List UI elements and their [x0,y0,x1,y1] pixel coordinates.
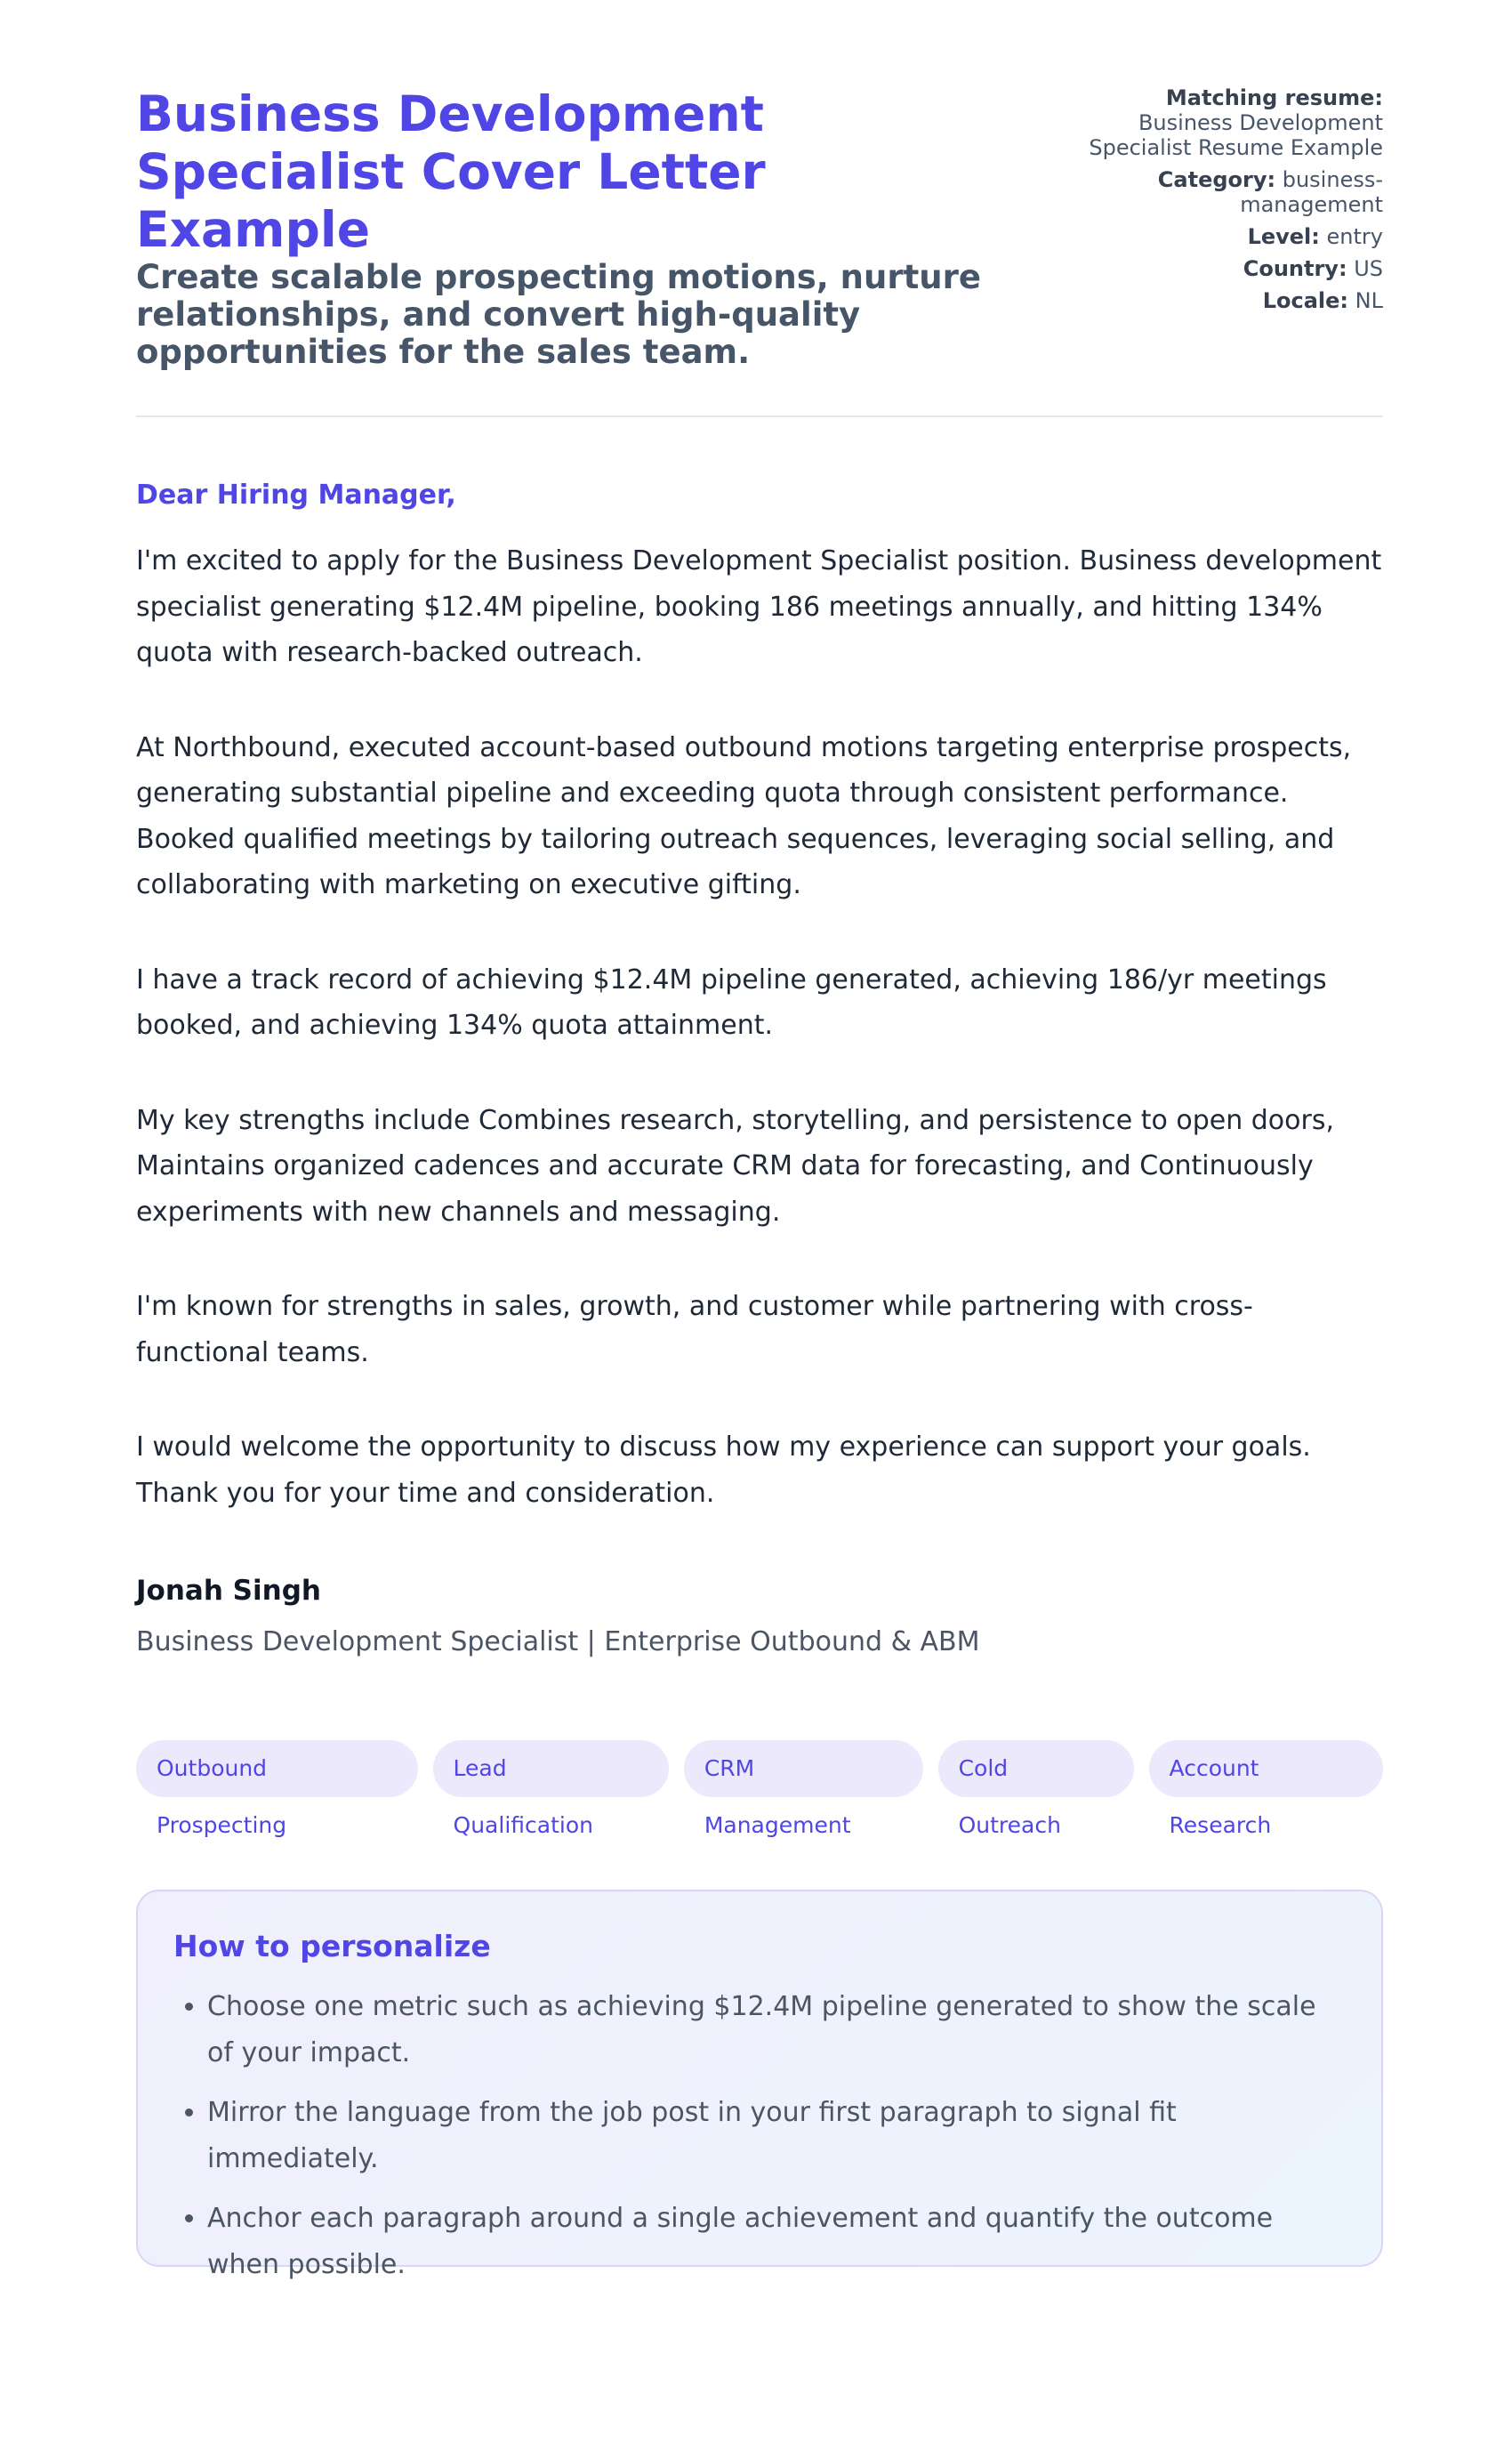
page-header [136,0,1383,371]
meta-level [1063,224,1383,249]
tip-item: • Mirror the language from the job post in your first paragraph to signal fit immediately. [207,2090,1346,2182]
tips-title: How to personalize [173,1929,491,1963]
meta-label: Locale: [1262,288,1349,313]
signature-name: Jonah Singh [136,1575,321,1607]
tip-item: • Choose one metric such as achieving $12.4M pipeline generated to show the scale of your impact. [207,1984,1346,2076]
letter-paragraph: I'm excited to apply for the Business Development Specialist position. Business development specialist generating $12.4M pipeline, booking 186 meetings annually, and hitting 134% quota with research-backed outreach. [136,545,1382,668]
page-subtitle: Create scalable prospecting motions, nurture relationships, and convert high-quality opportunities for the sales team. [136,258,981,371]
skill-tag: Lead Qualification [433,1740,669,1797]
page-title: Business Development Specialist Cover Letter Example [136,85,766,258]
letter-paragraph: I would welcome the opportunity to discuss how my experience can support your goals. Thank you for your time and consideration. [136,1431,1311,1509]
matching-resume-link[interactable]: Business Development Specialist Resume Example [1089,110,1383,160]
meta-label: Level: [1247,224,1320,249]
meta-label: Country: [1243,256,1347,281]
skill-tag: CRM Management [684,1740,923,1797]
skill-tags [136,1740,1383,1838]
signature-title: Business Development Specialist | Enterprise Outbound & ABM [136,1626,980,1657]
skill-tag: Outbound Prospecting [136,1740,418,1797]
meta-matching-resume [1063,85,1383,160]
skill-tag: Account Research [1149,1740,1383,1797]
meta-country [1063,256,1383,281]
meta-value: entry [1326,224,1383,249]
meta-value: business-management [1240,167,1383,217]
greeting: Dear Hiring Manager, [136,480,456,511]
resume-meta [1063,85,1383,371]
skill-tag: Cold Outreach [938,1740,1134,1797]
tips-list [173,1984,1346,2288]
meta-label: Matching resume: [1165,85,1383,110]
letter-body [136,538,1383,1516]
personalize-tips-box [136,1890,1383,2280]
divider [136,415,1383,417]
meta-label: Category: [1157,167,1276,192]
letter-paragraph: I have a track record of achieving $12.4M pipeline generated, achieving 186/yr meetings booked, and achieving 134% quota attainment. [136,963,1327,1041]
cover-letter-page [136,0,1383,2280]
meta-value: US [1354,256,1383,281]
letter-paragraph: I'm known for strengths in sales, growth, and customer while partnering with cross-functional teams. [136,1291,1253,1368]
letter-paragraph: My key strengths include Combines research, storytelling, and persistence to open doors, Maintains organized cadences and accurate CRM data for forecasting, and Continuously experiments with new channels and messaging. [136,1104,1334,1228]
letter-paragraph: At Northbound, executed account-based outbound motions targeting enterprise prospects, generating substantial pipeline and exceeding quota through consistent performance. Booked qualified meetings by tailoring outreach sequences, leveraging social selling, and collaborating with marketing on executive gifting. [136,731,1352,900]
meta-value: NL [1355,288,1383,313]
signature [136,1573,1383,1660]
tip-item: • Anchor each paragraph around a single achievement and quantify the outcome when possible. [207,2196,1346,2288]
meta-category [1063,167,1383,217]
meta-locale [1063,288,1383,313]
